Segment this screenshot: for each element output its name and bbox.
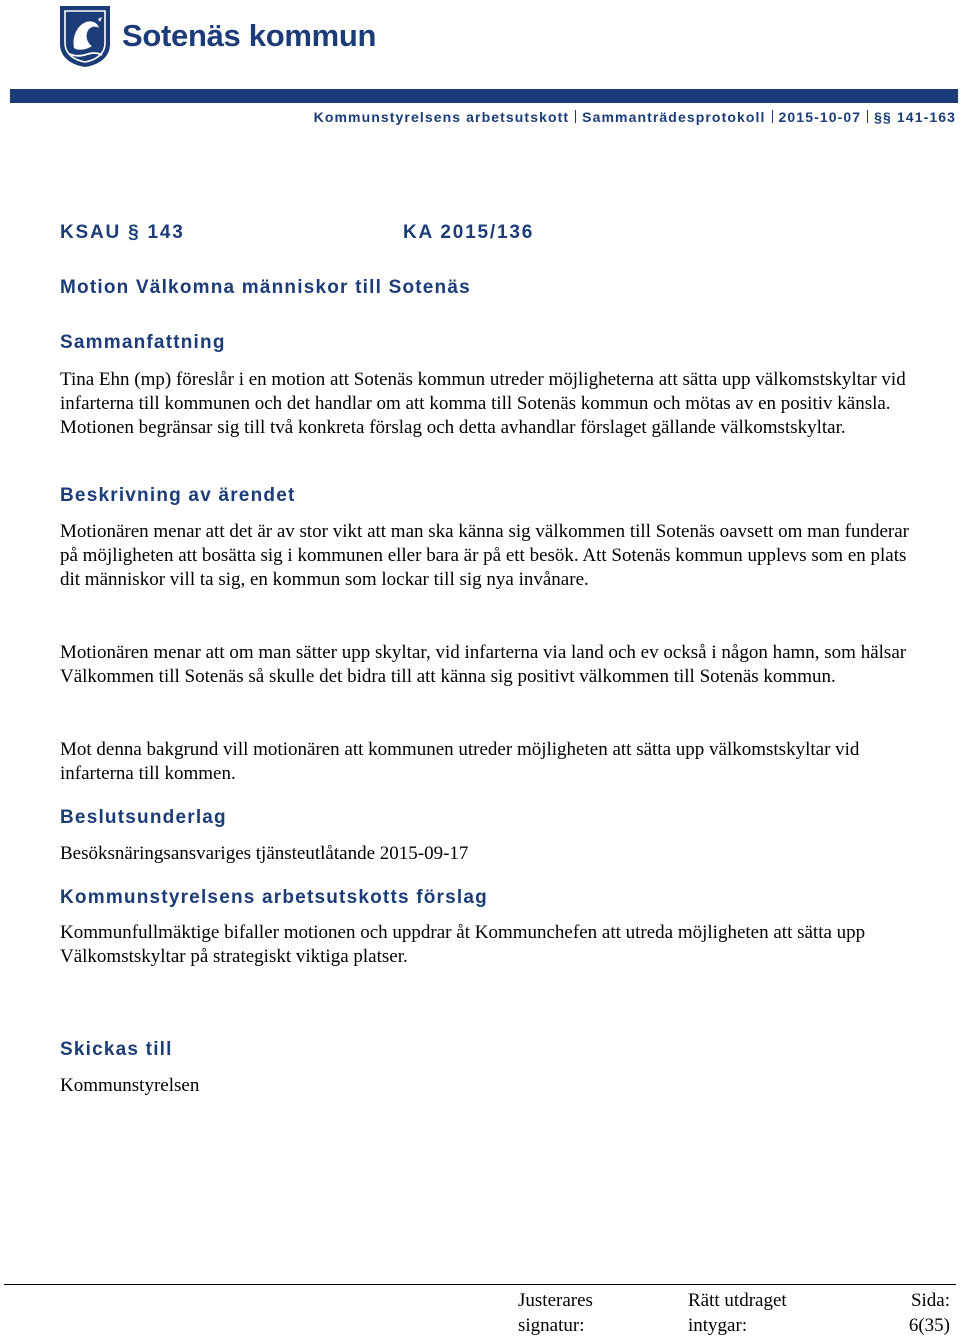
case-heading [60,222,535,244]
running-header-date: 2015-10-07 [778,109,862,125]
case-number: KSAU § 143 [60,222,185,243]
municipality-logo [58,4,376,68]
footer-page-label: Sida: [910,1290,950,1311]
summary-paragraph: Tina Ehn (mp) föreslår i en motion att Sotenäs kommun utreder möjligheterna att sätta upp välkomstskyltar vid infarterna till kommunen och det handlar om att komma till Sotenäs kommun och mötas av en positiv känsla. Motionen begränsar sig till två konkreta förslag och detta avhandlar förslaget gällande välkomstskyltar. [60,369,906,439]
case-title: Motion Välkomna människor till Sotenäs [60,277,471,298]
footer-utdrag-line2: intygar: [688,1314,748,1336]
header-bar [10,89,958,103]
case-diarienummer: KA 2015/136 [403,222,535,243]
footer-page-number: 6(35) [908,1314,950,1336]
running-header-divider [575,110,576,123]
footer-utdrag-line1: Rätt utdraget [688,1290,787,1311]
footer-justerares-line2: signatur: [518,1314,585,1336]
running-header-board: Kommunstyrelsens arbetsutskott [313,109,570,125]
proposal-paragraph: Kommunfullmäktige bifaller motionen och uppdrar åt Kommunchefen att utreda möjligheten att sätta upp Välkomstskyltar på strategiskt viktiga platser. [60,922,866,968]
heading-beskrivning: Beskrivning av ärendet [60,485,296,506]
recipient-text: Kommunstyrelsen [60,1075,200,1096]
heading-beslutsunderlag: Beslutsunderlag [60,807,227,828]
brand-name: Sotenäs kommun [122,18,377,53]
description-paragraph-2: Motionären menar att om man sätter upp skyltar, vid infarterna via land och ev också i någon hamn, som hälsar Välkommen till Sotenäs så skulle det bidra till att känna sig positivt välkommen till Sotenäs kommun. [60,642,907,688]
running-header-divider [867,110,868,123]
heading-sammanfattning: Sammanfattning [60,332,226,353]
decision-basis-text: Besöksnäringsansvariges tjänsteutlåtande 2015-09-17 [60,843,469,864]
running-header-paragraphs: §§ 141-163 [874,109,956,125]
footer-utdrag [688,1289,787,1338]
running-header-divider [772,110,773,123]
description-paragraph-1: Motionären menar att det är av stor vikt att man ska känna sig välkommen till Sotenäs oavsett om man funderar på möjligheten att bosätta sig i kommunen eller bara är på ett besök. Att Sotenäs kommun upplevs som en plats dit människor vill ta sig, en kommun som lockar till sig nya invånare. [60,521,909,591]
description-paragraph-3: Mot denna bakgrund vill motionären att kommunen utreder möjligheten att sätta upp välkomstskyltar vid infarterna till kommen. [60,739,860,785]
running-header-doctype: Sammanträdesprotokoll [582,109,766,125]
footer-divider [4,1284,956,1285]
footer-page [909,1289,950,1338]
running-header [0,109,956,125]
heading-forslag: Kommunstyrelsens arbetsutskotts förslag [60,887,488,908]
coat-of-arms-icon [58,4,112,68]
heading-skickas-till: Skickas till [60,1039,173,1060]
footer-justerares-line1: Justerares [518,1290,593,1311]
footer-justerares [518,1289,593,1338]
